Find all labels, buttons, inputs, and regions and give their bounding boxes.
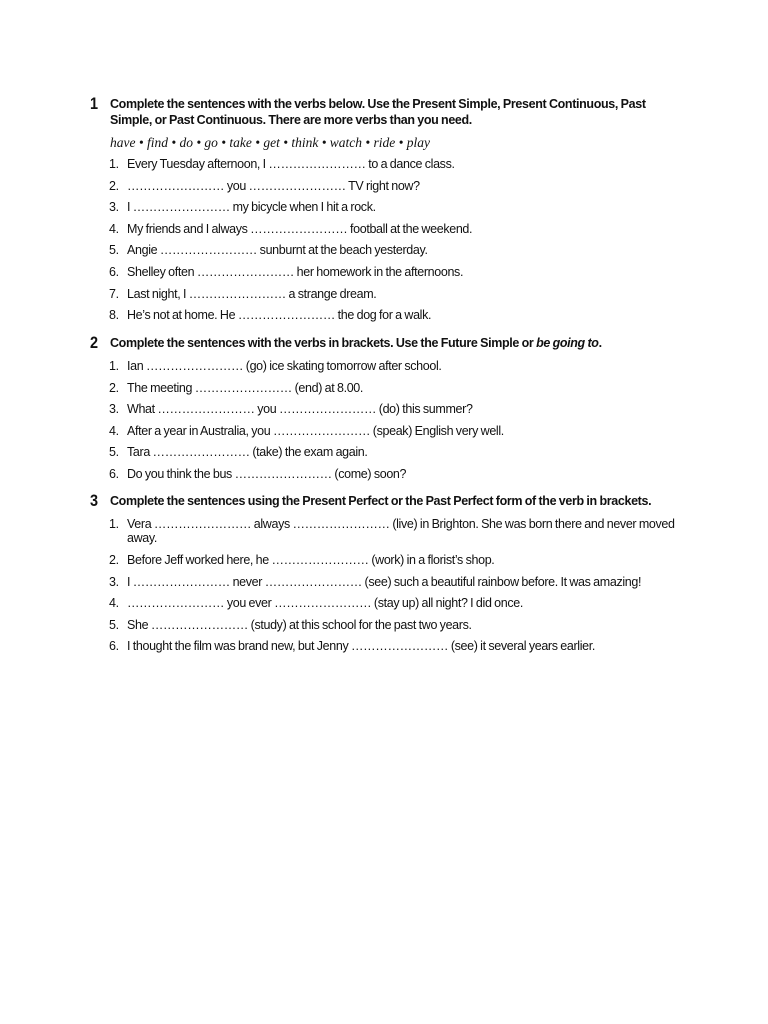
item-text: Every Tuesday afternoon, I …………………… to a dance class. [127, 157, 455, 171]
item-number: 1. [109, 359, 119, 373]
item-number: 6. [109, 466, 119, 481]
item-number: 3. [109, 200, 119, 215]
exercise-item [109, 575, 684, 597]
item-number: 1. [109, 517, 119, 531]
item-text: My friends and I always …………………… football at the weekend. [127, 221, 473, 236]
exercise-items [109, 359, 684, 489]
item-text: What …………………… you …………………… (do) this summer? [127, 402, 473, 417]
item-number: 5. [109, 445, 119, 460]
item-text: I thought the film was brand new, but Jenny …………………… (see) it several years earlier. [127, 639, 595, 654]
exercise-instruction: Complete the sentences with the verbs below. Use the Present Simple, Present Continuous, Past Simple, or Past Continuous. There are more verbs than you need. [110, 97, 646, 127]
item-text: After a year in Australia, you …………………… (speak) English very well. [127, 423, 504, 438]
exercise-item [109, 618, 684, 640]
item-text: I …………………… never …………………… (see) such a beautiful rainbow before. It was amazing! [127, 574, 642, 589]
exercise-item [109, 424, 684, 446]
exercise-item [109, 265, 684, 287]
item-number: 1. [109, 157, 119, 171]
item-number: 4. [109, 423, 119, 438]
exercise-item [109, 596, 684, 618]
item-text: Vera …………………… always …………………… (live) in Brighton. She was born there and never moved away. [127, 517, 675, 545]
exercise-items [109, 517, 684, 661]
exercise-item [109, 243, 684, 265]
item-number: 2. [109, 380, 119, 395]
exercise-item [109, 467, 684, 489]
item-text: …………………… you …………………… TV right now? [127, 178, 420, 193]
item-text: Ian …………………… (go) ice skating tomorrow after school. [127, 359, 442, 373]
exercise-number: 3 [90, 491, 99, 510]
exercise-instruction: Complete the sentences using the Present Perfect or the Past Perfect form of the verb in brackets. [110, 494, 652, 508]
instruction-emphasis: be going to [536, 336, 599, 350]
exercise-item [109, 222, 684, 244]
exercise-item [109, 179, 684, 201]
item-text: The meeting …………………… (end) at 8.00. [127, 380, 364, 395]
exercise-item [109, 157, 684, 179]
exercise-item [109, 639, 684, 661]
item-number: 4. [109, 596, 119, 611]
item-text: I …………………… my bicycle when I hit a rock. [127, 200, 376, 215]
exercise-item [109, 359, 684, 381]
exercise-item [109, 381, 684, 403]
item-text: Tara …………………… (take) the exam again. [127, 445, 368, 460]
item-number: 5. [109, 617, 119, 632]
item-number: 3. [109, 574, 119, 589]
exercise-item [109, 200, 684, 222]
item-number: 2. [109, 178, 119, 193]
verb-list: have • find • do • go • take • get • think • watch • ride • play [110, 135, 430, 150]
instruction-text: Complete the sentences with the verbs in brackets. Use the Future Simple or [110, 336, 537, 350]
instruction-end: . [598, 336, 602, 350]
item-text: Last night, I …………………… a strange dream. [127, 286, 377, 301]
exercise-items [109, 157, 684, 330]
exercise-number: 1 [90, 94, 99, 113]
item-text: Do you think the bus …………………… (come) soon? [127, 466, 407, 481]
item-number: 6. [109, 264, 119, 279]
item-text: He’s not at home. He …………………… the dog for a walk. [127, 308, 432, 323]
item-number: 4. [109, 221, 119, 236]
item-number: 6. [109, 639, 119, 654]
item-text: Shelley often …………………… her homework in the afternoons. [127, 264, 464, 279]
item-text: She …………………… (study) at this school for the past two years. [127, 617, 472, 632]
item-number: 7. [109, 286, 119, 301]
exercise-item [109, 287, 684, 309]
exercise-item [109, 445, 684, 467]
exercise-item [109, 308, 684, 330]
item-number: 2. [109, 553, 119, 567]
exercise-instruction [110, 335, 690, 351]
exercise-item [109, 553, 684, 575]
item-number: 5. [109, 243, 119, 258]
item-text: Angie …………………… sunburnt at the beach yesterday. [127, 243, 428, 258]
exercise-item [109, 402, 684, 424]
exercise-number: 2 [90, 333, 99, 352]
item-text: …………………… you ever …………………… (stay up) all night? I did once. [127, 596, 523, 611]
item-number: 3. [109, 402, 119, 417]
item-text: Before Jeff worked here, he …………………… (work) in a florist’s shop. [127, 553, 495, 567]
item-number: 8. [109, 308, 119, 323]
exercise-item [109, 517, 684, 553]
